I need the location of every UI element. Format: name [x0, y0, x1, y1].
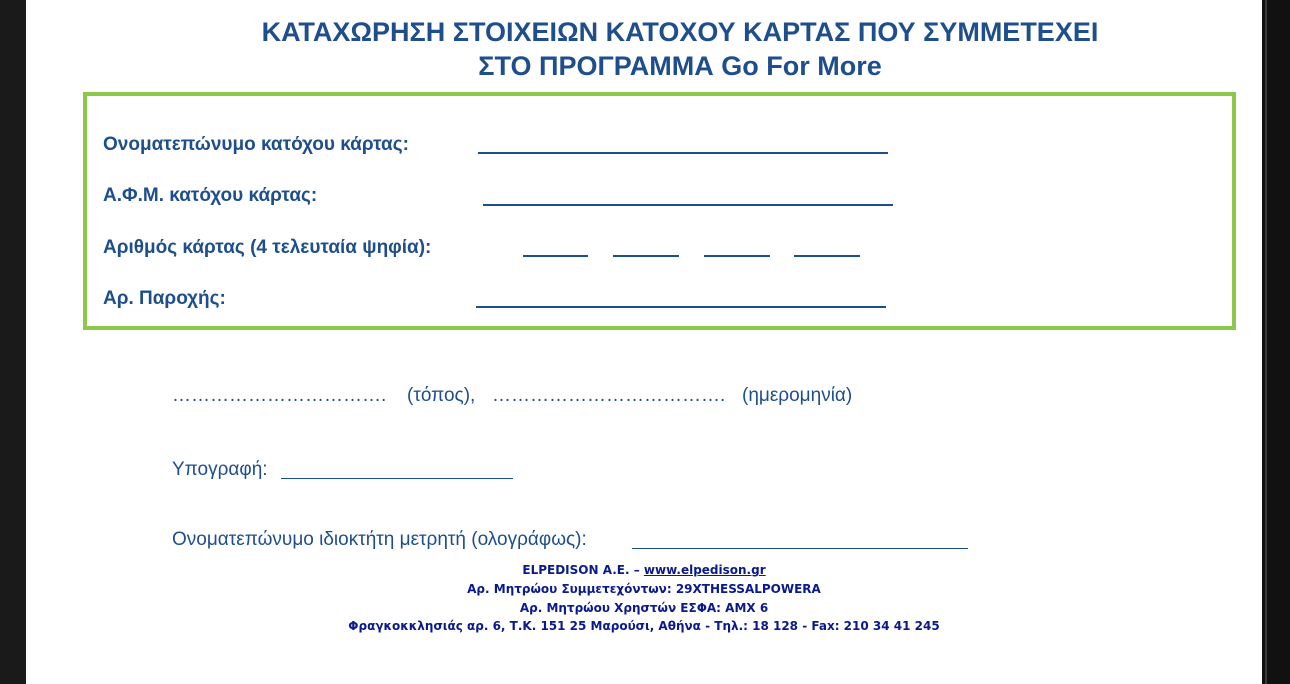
- footer-address: Φραγκοκκλησιάς αρ. 6, Τ.Κ. 151 25 Μαρούσι, Αθήνα - Τηλ.: 18 128 - Fax: 210 34 41 245: [348, 619, 940, 633]
- footer-company-line: [26, 561, 1262, 580]
- card-number-label: Αριθμός κάρτας (4 τελευταία ψηφία):: [103, 237, 432, 258]
- footer-registry-users: Αρ. Μητρώου Χρηστών ΕΣΦΑ: ΑΜΧ 6: [519, 601, 769, 615]
- cardholder-tax-id-label: Α.Φ.Μ. κατόχου κάρτας:: [103, 185, 318, 206]
- date-dots[interactable]: ……………………………….: [492, 385, 726, 406]
- document-header: [0, 0, 1290, 90]
- place-dots[interactable]: …………………………….: [172, 385, 387, 406]
- date-label: (ημερομηνία): [742, 385, 853, 406]
- document-page: [26, 0, 1262, 684]
- card-digit-field-4[interactable]: [794, 255, 860, 257]
- supply-number-label: Αρ. Παροχής:: [103, 288, 226, 309]
- signature-label: Υπογραφή:: [172, 459, 268, 480]
- card-digit-field-1[interactable]: [523, 255, 588, 257]
- meter-owner-name-label: Ονοματεπώνυμο ιδιοκτήτη μετρητή (ολογράφως):: [172, 529, 587, 550]
- cardholder-name-field[interactable]: [478, 152, 888, 154]
- place-label: (τόπος),: [407, 385, 476, 406]
- footer-company: ELPEDISON A.E. –: [522, 563, 640, 577]
- supply-number-field[interactable]: [476, 306, 886, 308]
- footer-registry-participants: Αρ. Μητρώου Συμμετεχόντων: 29XTHESSALPOWERA: [467, 582, 821, 596]
- meter-owner-name-field[interactable]: [632, 548, 968, 549]
- card-digit-field-2[interactable]: [613, 255, 679, 257]
- document-title-line-2: ΣΤΟ ΠΡΟΓΡΑΜΜΑ Go For More: [478, 51, 882, 81]
- footer-website-link[interactable]: www.elpedison.gr: [643, 563, 766, 577]
- cardholder-name-label: Ονοματεπώνυμο κατόχου κάρτας:: [103, 134, 409, 155]
- card-digit-field-3[interactable]: [704, 255, 770, 257]
- document-title-line-1: ΚΑΤΑΧΩΡΗΣΗ ΣΤΟΙΧΕΙΩΝ ΚΑΤΟΧΟΥ ΚΑΡΤΑΣ ΠΟΥ ΣΥΜΜΕΤΕΧΕΙ: [261, 17, 1099, 47]
- signature-field[interactable]: [281, 478, 513, 479]
- cardholder-details-box: [83, 92, 1236, 330]
- cardholder-tax-id-field[interactable]: [483, 204, 893, 206]
- window-edge: [1262, 0, 1290, 684]
